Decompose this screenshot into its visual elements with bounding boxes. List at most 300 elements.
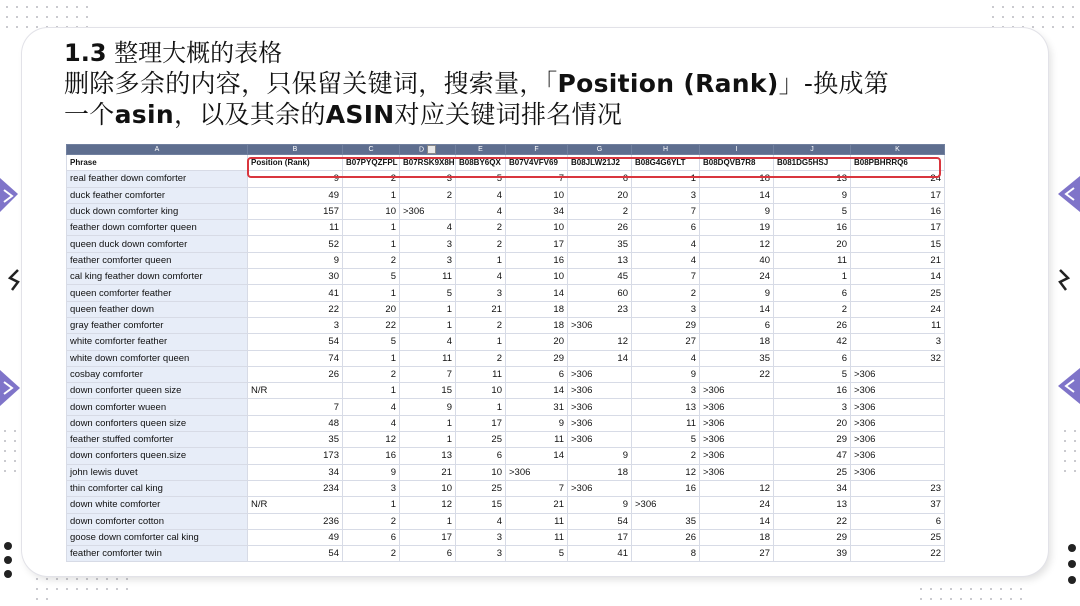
rank-cell[interactable]: 16 <box>774 383 851 399</box>
rank-cell[interactable]: 4 <box>632 236 700 252</box>
rank-cell[interactable]: 2 <box>343 171 400 187</box>
rank-cell[interactable]: 1 <box>456 399 506 415</box>
position-cell[interactable]: 49 <box>248 529 343 545</box>
rank-cell[interactable]: 32 <box>851 350 945 366</box>
rank-cell[interactable]: 4 <box>343 415 400 431</box>
phrase-cell[interactable]: feather comforter twin <box>67 546 248 562</box>
phrase-cell[interactable]: down conforters queen size <box>67 415 248 431</box>
position-cell[interactable]: 7 <box>248 399 343 415</box>
description-line-2 <box>64 99 1024 130</box>
rank-cell[interactable]: 14 <box>851 269 945 285</box>
rank-cell[interactable]: 2 <box>456 350 506 366</box>
rank-cell[interactable]: 5 <box>456 171 506 187</box>
rank-cell[interactable]: 21 <box>400 464 456 480</box>
rank-cell[interactable]: 10 <box>506 187 568 203</box>
rank-cell[interactable]: 1 <box>400 415 456 431</box>
rank-cell[interactable]: 2 <box>343 252 400 268</box>
rank-cell[interactable]: >306 <box>568 415 632 431</box>
rank-cell[interactable]: 24 <box>851 171 945 187</box>
column-header-e[interactable] <box>456 145 506 155</box>
phrase-cell[interactable]: duck down comforter king <box>67 203 248 219</box>
column-header-g[interactable] <box>568 145 632 155</box>
rank-cell[interactable]: 10 <box>506 220 568 236</box>
rank-cell[interactable]: 3 <box>774 399 851 415</box>
header-cell[interactable]: B08PBHRRQ6 <box>851 155 945 171</box>
rank-cell[interactable]: 6 <box>568 171 632 187</box>
rank-cell[interactable]: 6 <box>400 546 456 562</box>
rank-cell[interactable]: 4 <box>456 203 506 219</box>
rank-cell[interactable]: 3 <box>456 285 506 301</box>
rank-cell[interactable]: 35 <box>568 236 632 252</box>
header-cell[interactable]: Phrase <box>67 155 248 171</box>
rank-cell[interactable]: 34 <box>774 480 851 496</box>
rank-cell[interactable]: 20 <box>506 334 568 350</box>
position-cell[interactable]: 49 <box>248 187 343 203</box>
rank-cell[interactable]: 29 <box>774 432 851 448</box>
phrase-cell[interactable]: gray feather comforter <box>67 317 248 333</box>
rank-cell[interactable]: 1 <box>400 513 456 529</box>
rank-cell[interactable]: 3 <box>632 301 700 317</box>
position-cell[interactable]: 173 <box>248 448 343 464</box>
rank-cell[interactable]: 2 <box>343 366 400 382</box>
rank-cell[interactable]: >306 <box>632 497 700 513</box>
rank-cell[interactable]: 4 <box>456 187 506 203</box>
rank-cell[interactable]: 1 <box>343 236 400 252</box>
rank-cell[interactable]: 26 <box>632 529 700 545</box>
rank-cell[interactable]: 5 <box>400 285 456 301</box>
rank-cell[interactable]: >306 <box>851 399 945 415</box>
rank-cell[interactable]: 7 <box>506 171 568 187</box>
rank-cell[interactable]: 39 <box>774 546 851 562</box>
rank-cell[interactable]: 45 <box>568 269 632 285</box>
rank-cell[interactable]: 17 <box>851 187 945 203</box>
rank-cell[interactable]: 6 <box>506 366 568 382</box>
rank-cell[interactable]: 35 <box>700 350 774 366</box>
rank-cell[interactable]: 4 <box>400 334 456 350</box>
rank-cell[interactable]: 6 <box>851 513 945 529</box>
column-header-k[interactable] <box>851 145 945 155</box>
rank-cell[interactable]: 16 <box>343 448 400 464</box>
position-cell[interactable]: 9 <box>248 171 343 187</box>
rank-cell[interactable]: 10 <box>456 464 506 480</box>
rank-cell[interactable]: 22 <box>343 317 400 333</box>
rank-cell[interactable]: 25 <box>851 529 945 545</box>
position-cell[interactable]: 41 <box>248 285 343 301</box>
header-cell[interactable]: Position (Rank) <box>248 155 343 171</box>
rank-cell[interactable]: 17 <box>456 415 506 431</box>
position-cell[interactable]: N/R <box>248 383 343 399</box>
rank-cell[interactable]: 15 <box>456 497 506 513</box>
rank-cell[interactable]: 14 <box>700 301 774 317</box>
rank-cell[interactable]: 5 <box>774 203 851 219</box>
rank-cell[interactable]: 9 <box>700 203 774 219</box>
rank-cell[interactable]: 14 <box>568 350 632 366</box>
rank-cell[interactable]: 31 <box>506 399 568 415</box>
rank-cell[interactable]: 8 <box>632 546 700 562</box>
rank-cell[interactable]: >306 <box>700 448 774 464</box>
rank-cell[interactable]: >306 <box>700 464 774 480</box>
column-letter: J <box>810 146 814 153</box>
rank-cell[interactable]: >306 <box>700 415 774 431</box>
position-cell[interactable]: 236 <box>248 513 343 529</box>
rank-cell[interactable]: 41 <box>568 546 632 562</box>
column-letter: A <box>154 146 160 153</box>
rank-cell[interactable]: 47 <box>774 448 851 464</box>
column-header-i[interactable] <box>700 145 774 155</box>
rank-cell[interactable]: 1 <box>456 252 506 268</box>
rank-cell[interactable]: 25 <box>851 285 945 301</box>
rank-cell[interactable]: 21 <box>506 497 568 513</box>
rank-cell[interactable]: 15 <box>851 236 945 252</box>
rank-cell[interactable]: 14 <box>506 383 568 399</box>
phrase-cell[interactable]: cal king feather down comforter <box>67 269 248 285</box>
rank-cell[interactable]: 13 <box>632 399 700 415</box>
rank-cell[interactable]: 7 <box>632 269 700 285</box>
rank-cell[interactable]: 11 <box>400 350 456 366</box>
rank-cell[interactable]: 5 <box>774 366 851 382</box>
rank-cell[interactable]: >306 <box>568 366 632 382</box>
rank-cell[interactable]: 1 <box>343 383 400 399</box>
rank-cell[interactable]: 22 <box>774 513 851 529</box>
decor-dots <box>6 6 88 28</box>
rank-cell[interactable]: 1 <box>632 171 700 187</box>
rank-cell[interactable]: 18 <box>700 334 774 350</box>
rank-cell[interactable]: 2 <box>632 285 700 301</box>
rank-cell[interactable]: 42 <box>774 334 851 350</box>
position-cell[interactable]: 74 <box>248 350 343 366</box>
rank-cell[interactable]: 18 <box>506 301 568 317</box>
rank-cell[interactable]: 16 <box>774 220 851 236</box>
rank-cell[interactable]: 27 <box>632 334 700 350</box>
rank-cell[interactable]: 9 <box>632 366 700 382</box>
rank-cell[interactable]: 4 <box>632 252 700 268</box>
rank-cell[interactable]: 20 <box>568 187 632 203</box>
header-cell[interactable]: B07V4VFV69 <box>506 155 568 171</box>
rank-cell[interactable]: >306 <box>568 432 632 448</box>
position-cell[interactable]: 157 <box>248 203 343 219</box>
phrase-cell[interactable]: down conforters queen.size <box>67 448 248 464</box>
position-cell[interactable]: 9 <box>248 252 343 268</box>
rank-cell[interactable]: 11 <box>506 529 568 545</box>
rank-cell[interactable]: 3 <box>456 546 506 562</box>
column-header-a[interactable] <box>67 145 248 155</box>
phrase-cell[interactable]: down comforter cotton <box>67 513 248 529</box>
rank-cell[interactable]: 16 <box>506 252 568 268</box>
rank-cell[interactable]: 16 <box>851 203 945 219</box>
column-header-h[interactable] <box>632 145 700 155</box>
rank-cell[interactable]: 14 <box>506 285 568 301</box>
rank-cell[interactable]: 4 <box>343 399 400 415</box>
phrase-cell[interactable]: cosbay comforter <box>67 366 248 382</box>
rank-cell[interactable]: 13 <box>774 497 851 513</box>
column-letter: E <box>478 146 483 153</box>
rank-cell[interactable]: 1 <box>343 285 400 301</box>
rank-cell[interactable]: 10 <box>343 203 400 219</box>
rank-cell[interactable]: >306 <box>568 480 632 496</box>
decor-right-arrow-icon <box>1054 368 1080 404</box>
header-cell[interactable]: B081DG5HSJ <box>774 155 851 171</box>
rank-cell[interactable]: 14 <box>700 187 774 203</box>
rank-cell[interactable]: 1 <box>400 301 456 317</box>
description-text: ，以及其余的 <box>173 100 326 129</box>
column-header-f[interactable] <box>506 145 568 155</box>
rank-cell[interactable]: 5 <box>632 432 700 448</box>
rank-cell[interactable]: 35 <box>632 513 700 529</box>
rank-cell[interactable]: 12 <box>400 497 456 513</box>
phrase-cell[interactable]: feather comforter queen <box>67 252 248 268</box>
rank-cell[interactable]: 7 <box>506 480 568 496</box>
rank-cell[interactable]: 24 <box>700 269 774 285</box>
rank-cell[interactable]: 15 <box>400 383 456 399</box>
rank-cell[interactable]: 27 <box>700 546 774 562</box>
rank-cell[interactable]: 17 <box>506 236 568 252</box>
position-cell[interactable]: 54 <box>248 334 343 350</box>
rank-cell[interactable]: >306 <box>851 432 945 448</box>
rank-cell[interactable]: >306 <box>568 383 632 399</box>
rank-cell[interactable]: 1 <box>343 350 400 366</box>
rank-cell[interactable]: 22 <box>700 366 774 382</box>
header-row <box>67 155 945 171</box>
rank-cell[interactable]: 19 <box>700 220 774 236</box>
position-cell[interactable]: 22 <box>248 301 343 317</box>
rank-cell[interactable]: 3 <box>400 236 456 252</box>
rank-cell[interactable]: 2 <box>632 448 700 464</box>
rank-cell[interactable]: 9 <box>774 187 851 203</box>
header-cell[interactable]: B08JLW21J2 <box>568 155 632 171</box>
rank-cell[interactable]: 24 <box>700 497 774 513</box>
header-cell[interactable]: B07PYQZFPL <box>343 155 400 171</box>
rank-cell[interactable]: 2 <box>343 513 400 529</box>
rank-cell[interactable]: 20 <box>343 301 400 317</box>
rank-cell[interactable]: 17 <box>400 529 456 545</box>
rank-cell[interactable]: 2 <box>456 220 506 236</box>
rank-cell[interactable]: 23 <box>851 480 945 496</box>
rank-cell[interactable]: 25 <box>774 464 851 480</box>
rank-cell[interactable]: 18 <box>700 529 774 545</box>
rank-cell[interactable]: 7 <box>400 366 456 382</box>
rank-cell[interactable]: 11 <box>774 252 851 268</box>
rank-cell[interactable]: 21 <box>456 301 506 317</box>
phrase-cell[interactable]: feather down comforter queen <box>67 220 248 236</box>
phrase-cell[interactable]: thin comforter cal king <box>67 480 248 496</box>
rank-cell[interactable]: 6 <box>700 317 774 333</box>
rank-cell[interactable]: 22 <box>851 546 945 562</box>
rank-cell[interactable]: 12 <box>343 432 400 448</box>
position-cell[interactable]: 234 <box>248 480 343 496</box>
phrase-cell[interactable]: white down comforter queen <box>67 350 248 366</box>
rank-cell[interactable]: 26 <box>774 317 851 333</box>
column-header-b[interactable] <box>248 145 343 155</box>
rank-cell[interactable]: 17 <box>851 220 945 236</box>
rank-cell[interactable]: 6 <box>456 448 506 464</box>
rank-cell[interactable]: 3 <box>456 529 506 545</box>
rank-cell[interactable]: 3 <box>632 187 700 203</box>
position-cell[interactable]: 11 <box>248 220 343 236</box>
rank-cell[interactable]: 9 <box>568 497 632 513</box>
filter-dropdown-icon[interactable] <box>427 145 436 154</box>
phrase-cell[interactable]: down comforter wueen <box>67 399 248 415</box>
rank-cell[interactable]: 14 <box>700 513 774 529</box>
rank-cell[interactable]: 20 <box>774 236 851 252</box>
rank-cell[interactable]: 12 <box>700 480 774 496</box>
rank-cell[interactable]: 34 <box>506 203 568 219</box>
rank-cell[interactable]: 12 <box>700 236 774 252</box>
description-bold-text: asin <box>114 100 174 129</box>
rank-cell[interactable]: 6 <box>774 285 851 301</box>
rank-cell[interactable]: 1 <box>456 334 506 350</box>
rank-cell[interactable]: 5 <box>343 269 400 285</box>
rank-cell[interactable]: 7 <box>632 203 700 219</box>
rank-cell[interactable]: 11 <box>506 513 568 529</box>
rank-cell[interactable]: >306 <box>851 464 945 480</box>
column-header-c[interactable] <box>343 145 400 155</box>
rank-cell[interactable]: 17 <box>568 529 632 545</box>
phrase-cell[interactable]: queen comforter feather <box>67 285 248 301</box>
rank-cell[interactable]: 29 <box>506 350 568 366</box>
phrase-cell[interactable]: down conforter queen size <box>67 383 248 399</box>
rank-cell[interactable]: 14 <box>506 448 568 464</box>
rank-cell[interactable]: 16 <box>632 480 700 496</box>
rank-cell[interactable]: >306 <box>851 415 945 431</box>
table-row <box>67 366 945 382</box>
rank-cell[interactable]: 11 <box>400 269 456 285</box>
rank-cell[interactable]: 1 <box>774 269 851 285</box>
column-header-d[interactable] <box>400 145 456 155</box>
rank-cell[interactable]: 13 <box>400 448 456 464</box>
rank-cell[interactable]: 2 <box>774 301 851 317</box>
rank-cell[interactable]: 2 <box>568 203 632 219</box>
phrase-cell[interactable]: goose down comforter cal king <box>67 529 248 545</box>
rank-cell[interactable]: 1 <box>343 497 400 513</box>
rank-cell[interactable]: 29 <box>774 529 851 545</box>
rank-cell[interactable]: 1 <box>400 317 456 333</box>
rank-cell[interactable]: 3 <box>632 383 700 399</box>
rank-cell[interactable]: 4 <box>456 513 506 529</box>
phrase-cell[interactable]: real feather down comforter <box>67 171 248 187</box>
rank-cell[interactable]: 11 <box>851 317 945 333</box>
decor-left-arrow-icon <box>0 370 22 406</box>
phrase-cell[interactable]: queen feather down <box>67 301 248 317</box>
rank-cell[interactable]: 3 <box>343 480 400 496</box>
position-cell[interactable]: 3 <box>248 317 343 333</box>
rank-cell[interactable]: 6 <box>774 350 851 366</box>
rank-cell[interactable]: 21 <box>851 252 945 268</box>
phrase-cell[interactable]: white comforter feather <box>67 334 248 350</box>
position-cell[interactable]: 34 <box>248 464 343 480</box>
phrase-cell[interactable]: queen duck down comforter <box>67 236 248 252</box>
rank-cell[interactable]: 54 <box>568 513 632 529</box>
rank-cell[interactable]: 24 <box>851 301 945 317</box>
rank-cell[interactable]: 11 <box>632 415 700 431</box>
rank-cell[interactable]: 3 <box>400 171 456 187</box>
rank-cell[interactable]: >306 <box>700 399 774 415</box>
rank-cell[interactable]: 6 <box>632 220 700 236</box>
rank-cell[interactable]: 3 <box>851 334 945 350</box>
rank-cell[interactable]: 10 <box>400 480 456 496</box>
rank-cell[interactable]: >306 <box>851 448 945 464</box>
rank-cell[interactable]: 40 <box>700 252 774 268</box>
header-cell[interactable]: B07RSK9X8H <box>400 155 456 171</box>
header-cell[interactable]: B08DQVB7R8 <box>700 155 774 171</box>
rank-cell[interactable]: 2 <box>400 187 456 203</box>
position-cell[interactable]: 52 <box>248 236 343 252</box>
rank-cell[interactable]: 9 <box>400 399 456 415</box>
rank-cell[interactable]: 3 <box>400 252 456 268</box>
rank-cell[interactable]: 23 <box>568 301 632 317</box>
rank-cell[interactable]: 26 <box>568 220 632 236</box>
rank-cell[interactable]: 10 <box>456 383 506 399</box>
position-cell[interactable]: 35 <box>248 432 343 448</box>
rank-cell[interactable]: 4 <box>632 350 700 366</box>
rank-cell[interactable]: 4 <box>400 220 456 236</box>
rank-cell[interactable]: 13 <box>774 171 851 187</box>
rank-cell[interactable]: 10 <box>506 269 568 285</box>
position-cell[interactable]: 30 <box>248 269 343 285</box>
rank-cell[interactable]: 12 <box>568 334 632 350</box>
rank-cell[interactable]: 13 <box>568 252 632 268</box>
phrase-cell[interactable]: john lewis duvet <box>67 464 248 480</box>
rank-cell[interactable]: 4 <box>456 269 506 285</box>
rank-cell[interactable]: >306 <box>568 317 632 333</box>
rank-cell[interactable]: 18 <box>568 464 632 480</box>
rank-cell[interactable]: 20 <box>774 415 851 431</box>
table-row <box>67 415 945 431</box>
column-header-j[interactable] <box>774 145 851 155</box>
rank-cell[interactable]: 60 <box>568 285 632 301</box>
rank-cell[interactable]: 9 <box>506 415 568 431</box>
phrase-cell[interactable]: duck feather comforter <box>67 187 248 203</box>
rank-cell[interactable]: >306 <box>700 383 774 399</box>
position-cell[interactable]: 26 <box>248 366 343 382</box>
rank-cell[interactable]: 37 <box>851 497 945 513</box>
header-cell[interactable]: B08BY6QX <box>456 155 506 171</box>
rank-cell[interactable]: >306 <box>700 432 774 448</box>
rank-cell[interactable]: 2 <box>343 546 400 562</box>
rank-cell[interactable]: 25 <box>456 480 506 496</box>
rank-cell[interactable]: 25 <box>456 432 506 448</box>
phrase-cell[interactable]: feather stuffed comforter <box>67 432 248 448</box>
rank-cell[interactable]: 6 <box>343 529 400 545</box>
rank-cell[interactable]: 9 <box>343 464 400 480</box>
rank-cell[interactable]: 5 <box>506 546 568 562</box>
rank-cell[interactable]: 1 <box>400 432 456 448</box>
rank-cell[interactable]: 2 <box>456 236 506 252</box>
rank-cell[interactable]: 29 <box>632 317 700 333</box>
rank-cell[interactable]: 9 <box>700 285 774 301</box>
rank-cell[interactable]: >306 <box>851 383 945 399</box>
rank-cell[interactable]: 5 <box>343 334 400 350</box>
phrase-cell[interactable]: down white comforter <box>67 497 248 513</box>
rank-cell[interactable]: 1 <box>343 220 400 236</box>
rank-cell[interactable]: 18 <box>700 171 774 187</box>
rank-cell[interactable]: 18 <box>506 317 568 333</box>
rank-cell[interactable]: >306 <box>400 203 456 219</box>
rank-cell[interactable]: 12 <box>632 464 700 480</box>
rank-cell[interactable]: >306 <box>506 464 568 480</box>
rank-cell[interactable]: >306 <box>568 399 632 415</box>
rank-cell[interactable]: 1 <box>343 187 400 203</box>
rank-cell[interactable]: 2 <box>456 317 506 333</box>
rank-cell[interactable]: >306 <box>851 366 945 382</box>
rank-cell[interactable]: 11 <box>456 366 506 382</box>
table-row <box>67 285 945 301</box>
header-cell[interactable]: B08G4G6YLT <box>632 155 700 171</box>
rank-cell[interactable]: 11 <box>506 432 568 448</box>
rank-cell[interactable]: 9 <box>568 448 632 464</box>
position-cell[interactable]: 54 <box>248 546 343 562</box>
position-cell[interactable]: 48 <box>248 415 343 431</box>
position-cell[interactable]: N/R <box>248 497 343 513</box>
